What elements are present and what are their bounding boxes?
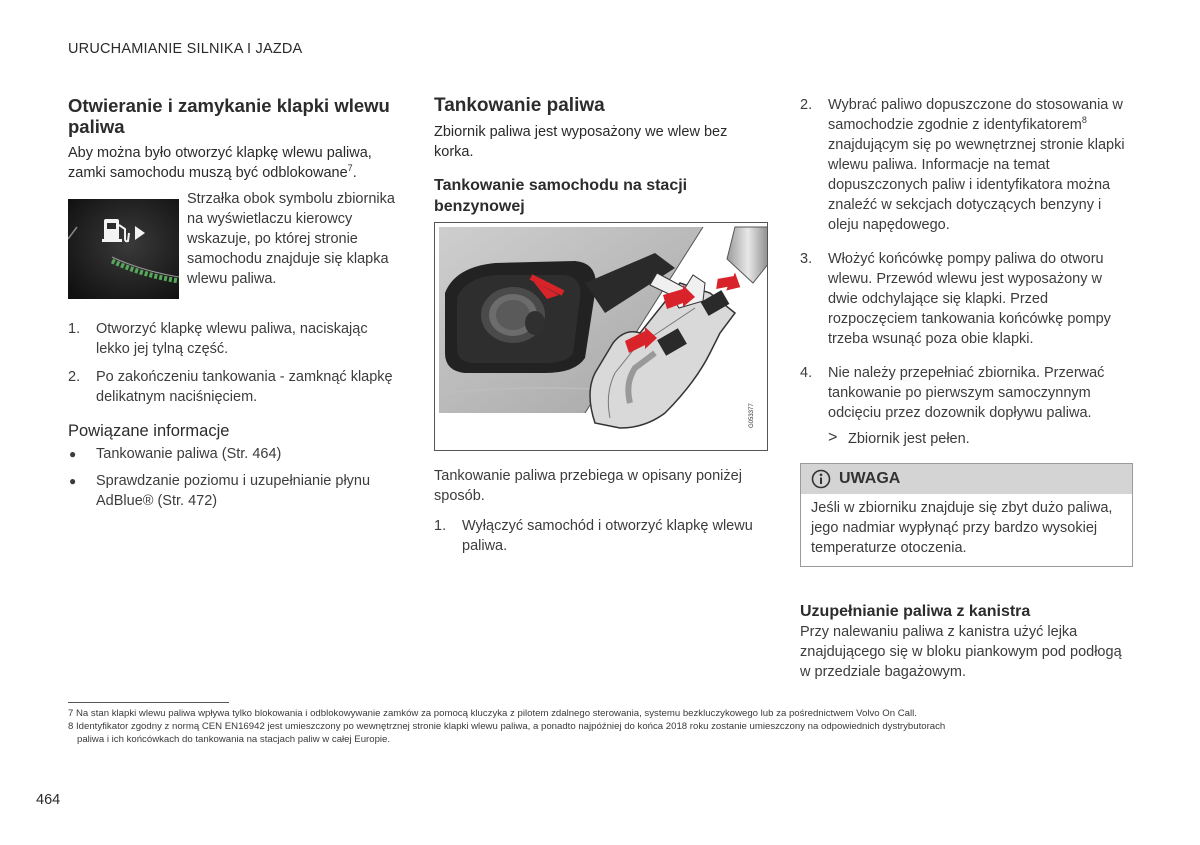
fuel-indicator-image xyxy=(68,199,179,299)
warning-title: UWAGA xyxy=(839,470,901,487)
footnote-8: 8 Identyfikator zgodny z normą CEN EN16942 jest umieszczony po wewnętrznej stronie klapki wlewu paliwa, a ponadto najpóźniej do końca 2018 roku zostanie umieszczony na odpowiednich dystrybutorach xyxy=(68,721,946,732)
heading-canister: Uzupełnianie paliwa z kanistra xyxy=(800,603,1031,620)
refuelling-caption: Tankowanie paliwa przebiega w opisany poniżej sposób. xyxy=(434,468,742,504)
list-item: 1. Wyłączyć samochód i otworzyć klapkę wlewu paliwa. xyxy=(434,518,753,554)
column-refuelling-cont xyxy=(800,95,1133,682)
list-item: 4. Nie należy przepełniać zbiornika. Przerwać tankowanie po pierwszym samoczynnym odcięciu przez dozownik dopływu paliwa. xyxy=(800,365,1105,421)
heading-station: Tankowanie samochodu na stacji benzynowej xyxy=(434,177,688,215)
image-code: G053377 xyxy=(749,403,755,428)
fuel-door-intro: Aby można było otworzyć klapkę wlewu paliwa, zamki samochodu muszą być odblokowane$^7$. xyxy=(68,145,372,181)
list-item: 2. Po zakończeniu tankowania - zamknąć klapkę delikatnym naciśnięciem. xyxy=(68,369,393,405)
fuel-filler-illustration xyxy=(435,223,768,451)
refuelling-illustration xyxy=(434,222,768,451)
footnotes xyxy=(68,708,1138,747)
refuelling-steps-cont xyxy=(800,95,1133,423)
refuelling-intro: Zbiornik paliwa jest wyposażony we wlew bez korka. xyxy=(434,124,728,160)
warning-body: Jeśli w zbiorniku znajduje się zbyt dużo paliwa, jego nadmiar wypłynąć przy bardzo wysokiej temperaturze otoczenia. xyxy=(811,500,1113,556)
column-refuelling xyxy=(434,95,769,564)
warning-header xyxy=(801,464,1132,494)
related-link-refuel[interactable]: ● Tankowanie paliwa (Str. 464) xyxy=(69,446,282,462)
footnote-divider xyxy=(68,702,229,703)
heading-fuel-door: Otwieranie i zamykanie klapki wlewu paliwa xyxy=(68,95,390,137)
list-item: 1. Otworzyć klapkę wlewu paliwa, naciskając lekko jej tylną część. xyxy=(68,321,368,357)
page-number: 464 xyxy=(36,792,61,808)
fuel-pump-icon xyxy=(68,199,179,299)
info-icon xyxy=(811,469,831,489)
warning-box xyxy=(800,463,1133,567)
step-result: > Zbiornik jest pełen. xyxy=(828,429,970,447)
fuel-indicator-block xyxy=(68,189,398,299)
list-item: 3. Włożyć końcówkę pompy paliwa do otworu wlewu. Przewód wlewu jest wyposażony w dwie odchylające się klapki. Przed rozpoczęciem tankowania końcówkę pompy trzeba wsunąć poza obie klapki. xyxy=(800,251,1111,347)
footnote-7: 7 Na stan klapki wlewu paliwa wpływa tylko blokowania i odblokowywanie zamków za pomocą kluczyka z pilotem zdalnego sterowania, systemu bezkluczykowego lub za pośrednictwem Volvo On Call. xyxy=(68,708,917,719)
footnote-ref-7: 7 xyxy=(347,163,353,174)
related-link-adblue[interactable]: ● Sprawdzanie poziomu i uzupełnianie płynu AdBlue® (Str. 472) xyxy=(69,473,371,509)
related-heading: Powiązane informacje xyxy=(68,422,230,440)
fuel-door-steps xyxy=(68,319,398,407)
column-fuel-door xyxy=(68,95,398,518)
footnote-8-cont: paliwa i ich końcówkach do tankowania na stacjach paliw w całej Europie. xyxy=(77,734,391,745)
fuel-indicator-text: Strzałka obok symbolu zbiornika na wyświetlaczu kierowcy wskazuje, po której stronie samochodu znajduje się klapka wlewu paliwa. xyxy=(187,191,395,287)
list-item: 2. Wybrać paliwo dopuszczone do stosowania w samochodzie zgodnie z identyfikatorem$^8$ znajdującym się po wewnętrznej stronie klapki wlewu paliwa. Informacje na temat dopuszczonych paliw i identyfikatora można znaleźć w sekcjach dotyczących benzyny i oleju napędowego. xyxy=(800,97,1125,233)
heading-refuelling: Tankowanie paliwa xyxy=(434,95,605,116)
refuelling-steps-start xyxy=(434,516,769,556)
related-list xyxy=(68,444,398,511)
footnote-ref-8: 8 xyxy=(1081,115,1087,126)
canister-text: Przy nalewaniu paliwa z kanistra użyć lejka znajdującego się w bloku piankowym pod podłogą w przedziale bagażowym. xyxy=(800,624,1122,680)
section-header: URUCHAMIANIE SILNIKA I JAZDA xyxy=(68,41,303,57)
